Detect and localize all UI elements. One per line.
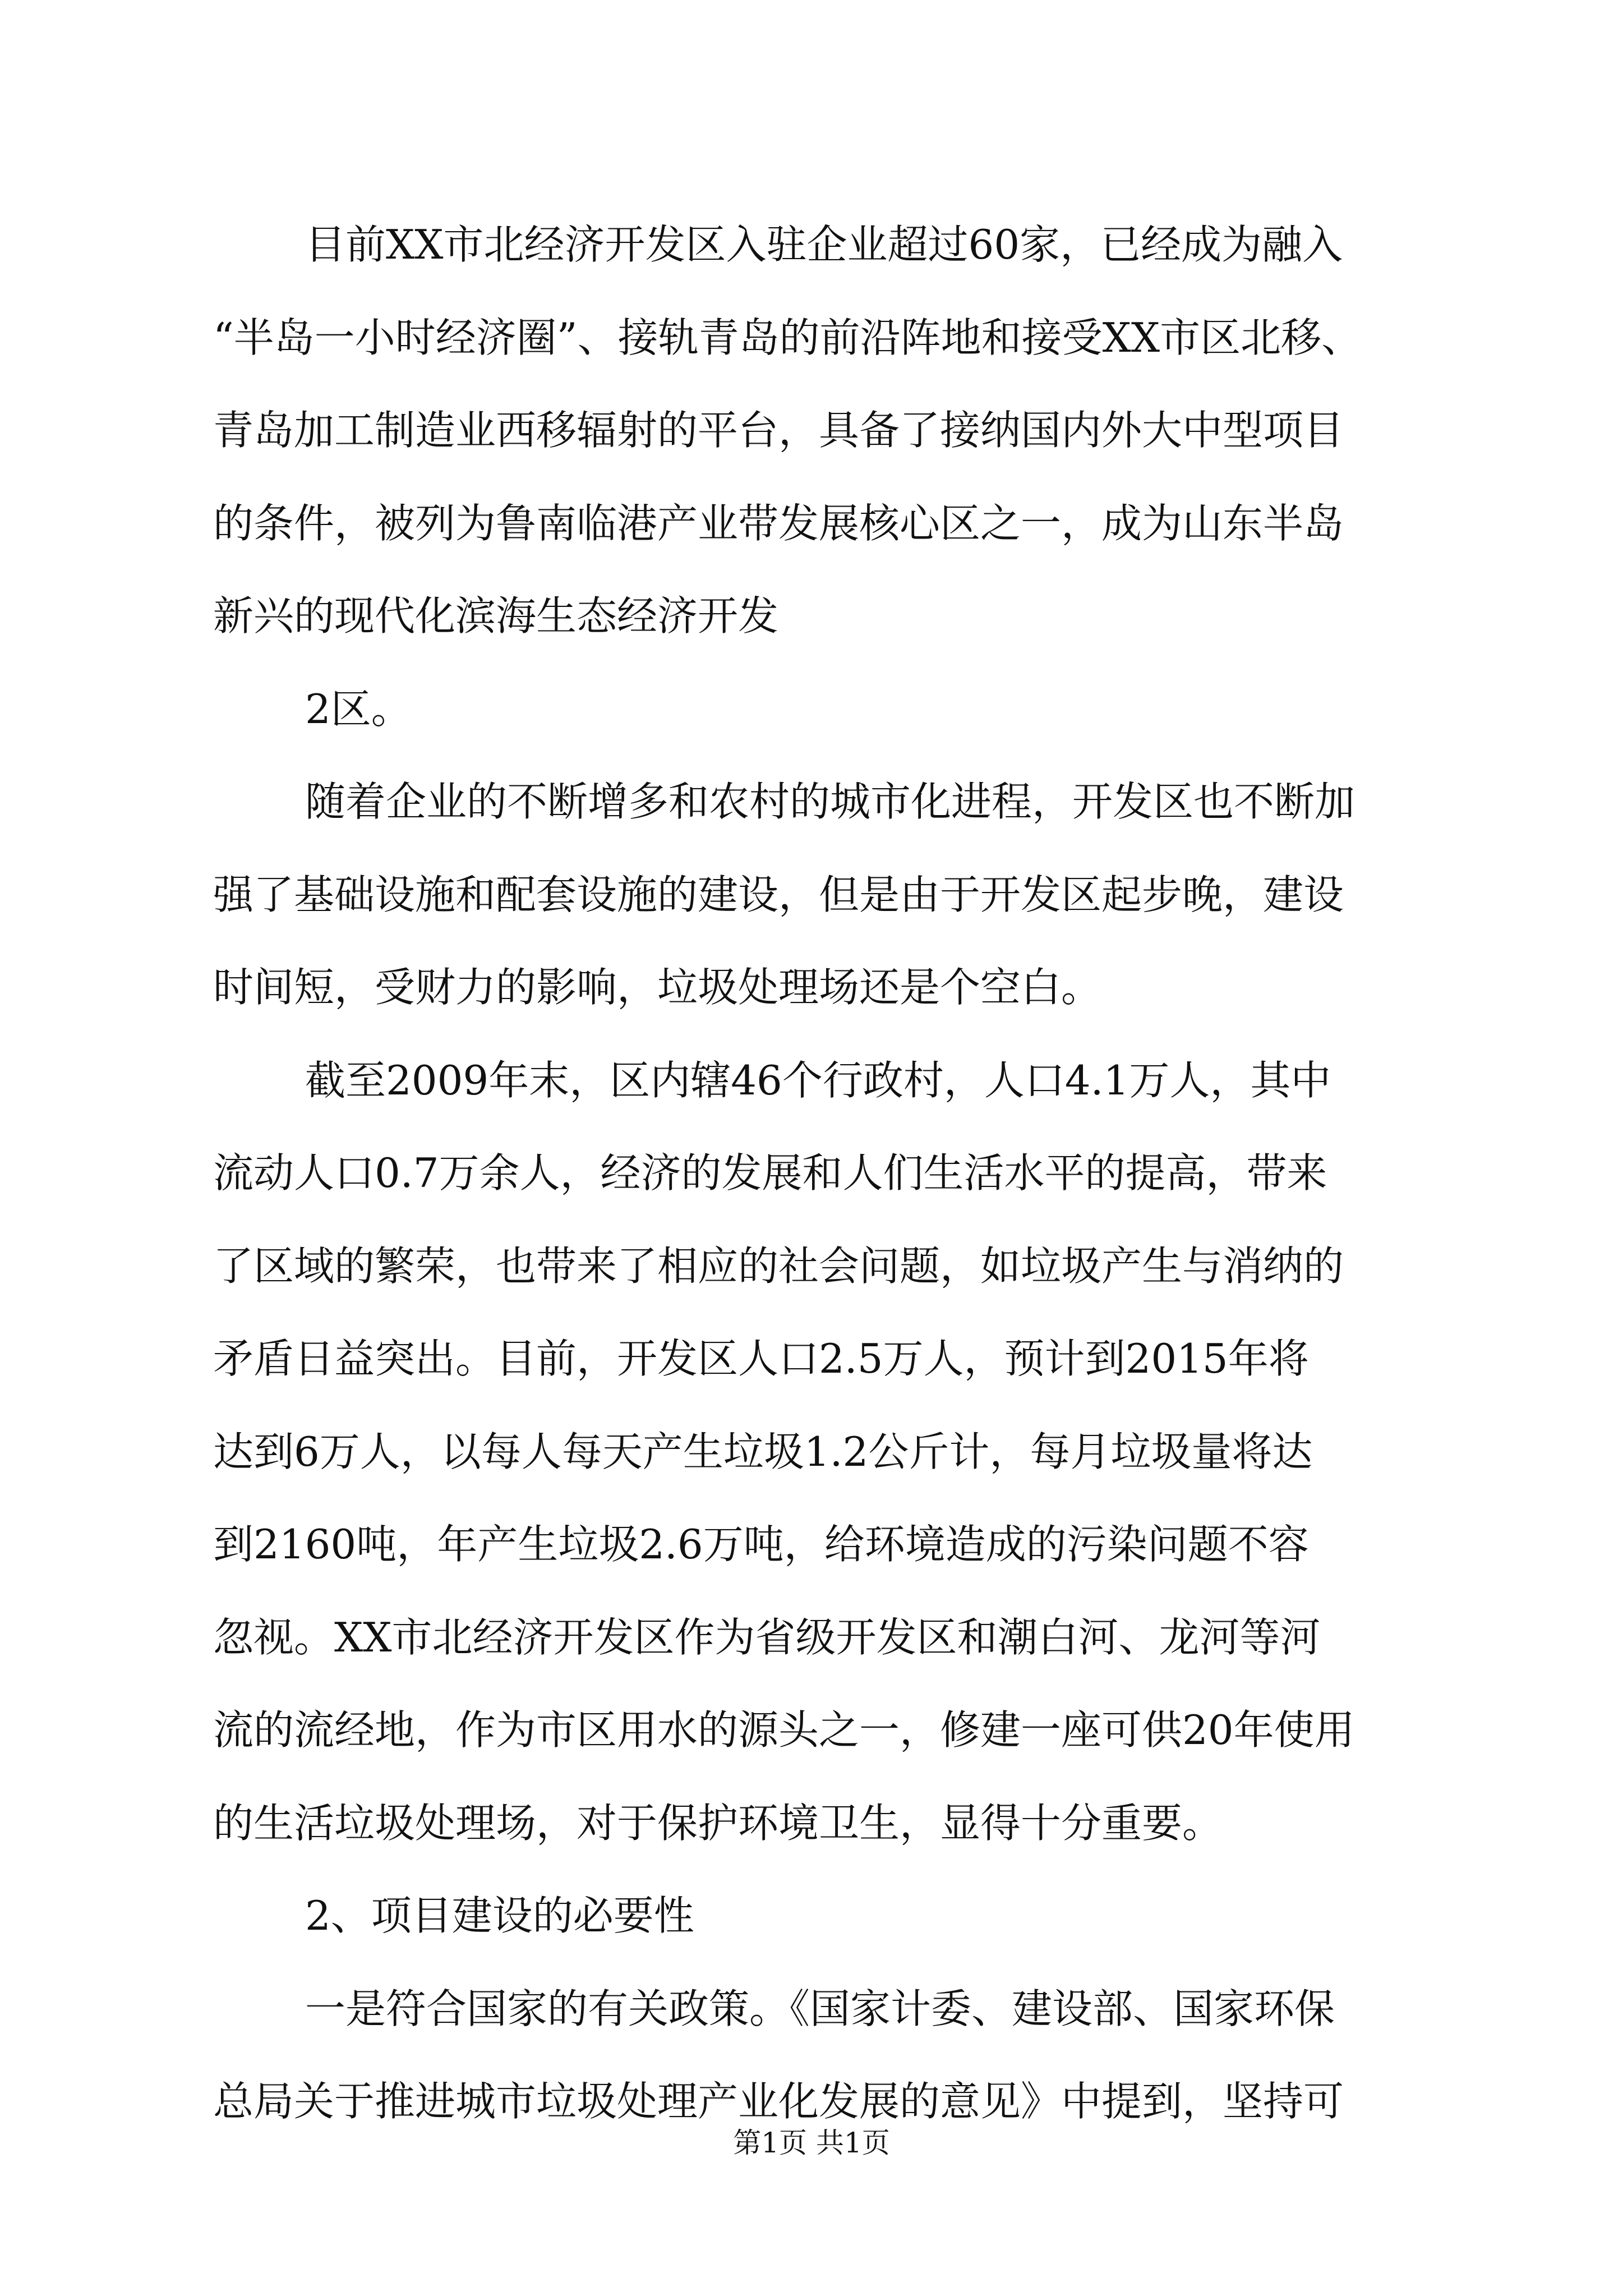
- text-line: 时间短，受财力的影响，垃圾处理场还是个空白。: [213, 964, 1102, 1011]
- section-heading: 2、项目建设的必要性: [305, 1892, 694, 1939]
- text-line: 的生活垃圾处理场，对于保护环境卫生，显得十分重要。: [213, 1800, 1223, 1847]
- text-line: 总局关于推进城市垃圾处理产业化发展的意见》中提到，坚持可: [213, 2078, 1344, 2125]
- text-line: 2区。: [305, 685, 412, 733]
- text-line: 强了基础设施和配套设施的建设，但是由于开发区起步晚，建设: [213, 871, 1344, 918]
- text-line: 流动人口0.7万余人，经济的发展和人们生活水平的提高，带来: [213, 1149, 1327, 1197]
- text-line: 到2160吨，年产生垃圾2.6万吨，给环境造成的污染问题不容: [213, 1521, 1309, 1568]
- text-line: 青岛加工制造业西移辐射的平台，具备了接纳国内外大中型项目: [213, 407, 1344, 454]
- text-line: 一是符合国家的有关政策。《国家计委、建设部、国家环保: [305, 1985, 1335, 2032]
- text-line: 达到6万人，以每人每天产生垃圾1.2公斤计，每月垃圾量将达: [213, 1428, 1313, 1475]
- text-line: 目前XX市北经济开发区入驻企业超过60家，已经成为融入: [305, 221, 1343, 268]
- page-number-footer: 第1页 共1页: [733, 2127, 890, 2159]
- text-line: 流的流经地，作为市区用水的源头之一，修建一座可供20年使用: [213, 1706, 1355, 1754]
- text-line: 了区域的繁荣，也带来了相应的社会问题，如垃圾产生与消纳的: [213, 1243, 1344, 1290]
- text-line: 随着企业的不断增多和农村的城市化进程，开发区也不断加: [305, 778, 1355, 825]
- text-line: 的条件，被列为鲁南临港产业带发展核心区之一，成为山东半岛: [213, 500, 1344, 547]
- text-line: “半岛一小时经济圈”、接轨青岛的前沿阵地和接受XX市区北移、: [213, 314, 1362, 361]
- text-line: 忽视。XX市北经济开发区作为省级开发区和潮白河、龙河等河: [213, 1614, 1321, 1661]
- text-line: 矛盾日益突出。目前，开发区人口2.5万人，预计到2015年将: [213, 1335, 1309, 1382]
- text-line: 新兴的现代化滨海生态经济开发: [213, 592, 779, 639]
- text-line: 截至2009年末，区内辖46个行政村，人口4.1万人，其中: [305, 1057, 1331, 1104]
